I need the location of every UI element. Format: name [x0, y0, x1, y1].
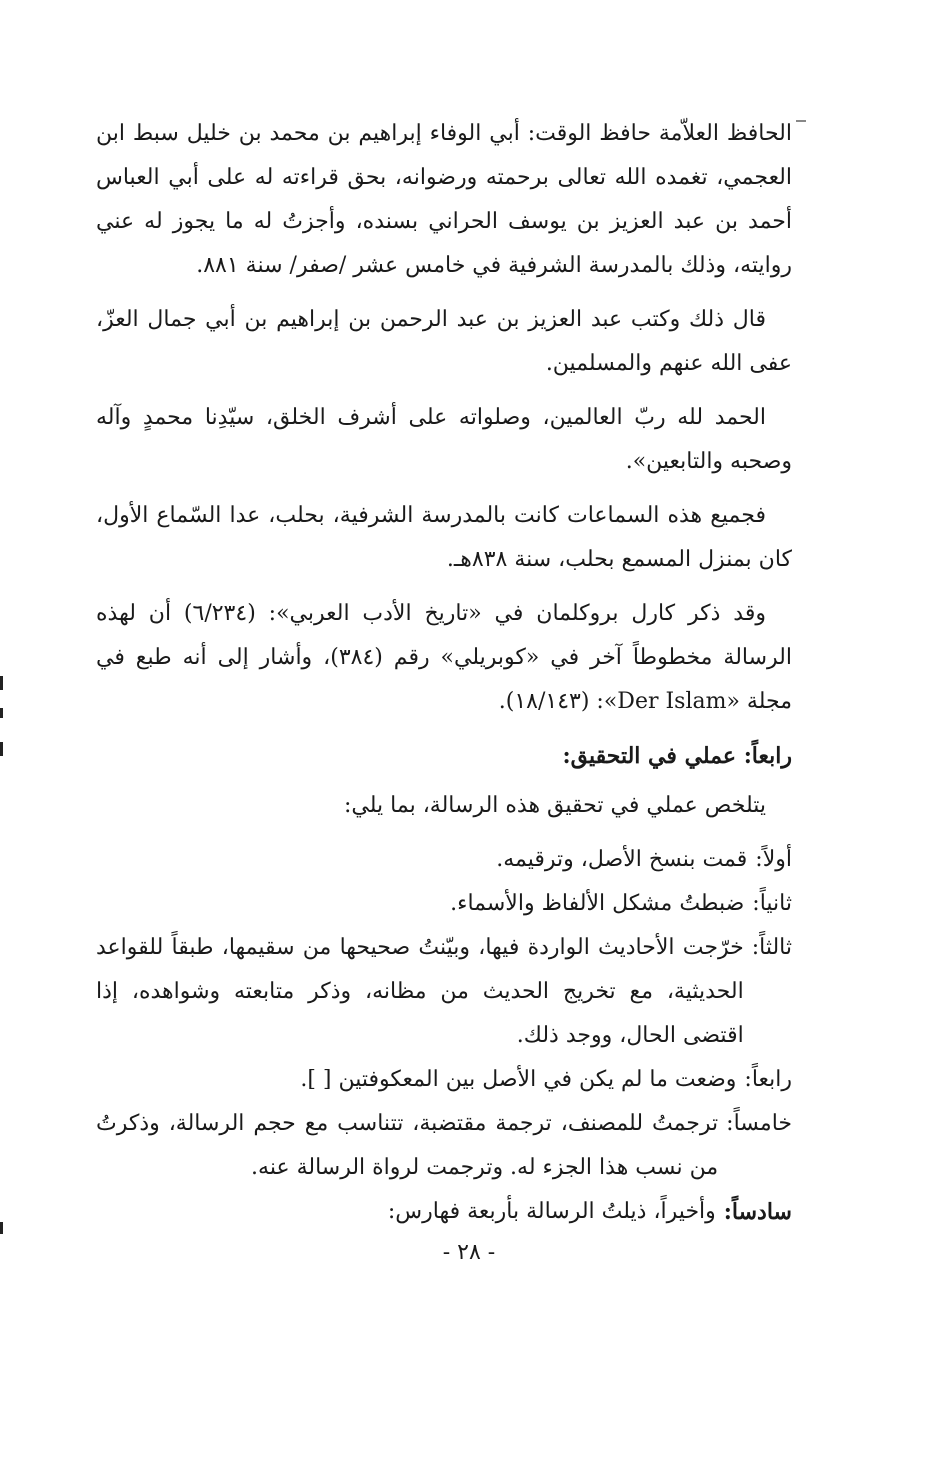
journal-name: «Der Islam» — [603, 689, 740, 714]
list-item-text: ترجمتُ للمصنف، ترجمة مقتضبة، تتناسب مع حجم الرسالة، وذكرتُ من نسب هذا الجزء له. وترجمت لرواة الرسالة عنه. — [96, 1111, 719, 1180]
list-item — [96, 1190, 792, 1234]
page-body — [96, 112, 792, 1234]
list-item — [96, 1102, 792, 1190]
list-item-text: قمت بنسخ الأصل، وترقيمه. — [496, 847, 748, 872]
list-item-text: وضعت ما لم يكن في الأصل بين المعكوفتين [ ]. — [300, 1067, 737, 1092]
section-heading: رابعاً: عملي في التحقيق: — [562, 743, 792, 769]
paragraph-doxology: الحمد لله ربّ العالمين، وصلواته على أشرف الخلق، سيّدِنا محمدٍ وآله وصحبه والتابعين». — [96, 405, 792, 474]
paragraph-author-signature: قال ذلك وكتب عبد العزيز بن عبد الرحمن بن إبراهيم بن أبي جمال العزّ، عفى الله عنهم والمسلمين. — [96, 307, 792, 376]
paragraph-sessions-location: فجميع هذه السماعات كانت بالمدرسة الشرفية، بحلب، عدا السّماع الأول، كان بمنزل المسمع بحلب، سنة ٨٣٨هـ. — [96, 503, 792, 572]
list-item-text: وأخيراً، ذيلتُ الرسالة بأربعة فهارس: — [387, 1199, 716, 1224]
list-item-label: ثالثاً: — [751, 935, 792, 960]
list-item-text: خرّجت الأحاديث الواردة فيها، وبيّنتُ صحيحها من سقيمها، طبقاً للقواعد الحديثية، مع تخريج الحديث من مظانه، وذكر متابعته وشواهده، إذا اقتضى الحال، ووجد ذلك. — [96, 935, 744, 1048]
list-item-label: رابعاً: — [744, 1067, 792, 1092]
page-number: - ٢٨ - — [442, 1240, 496, 1265]
reference-text-before: وقد ذكر كارل بروكلمان في «تاريخ الأدب العربي»: (٦/٢٣٤) أن لهذه الرسالة مخطوطاً آخر في «كوبريلي» رقم (٣٨٤)، وأشار إلى أنه طبع في مجلة — [96, 601, 792, 714]
scan-edge-mark — [0, 708, 3, 718]
list-item-label: سادساً: — [723, 1199, 792, 1225]
work-steps-list — [96, 838, 792, 1234]
scan-edge-mark — [0, 742, 3, 756]
list-item-label: ثانياً: — [752, 891, 792, 916]
list-item-label: خامساً: — [726, 1111, 792, 1136]
reference-text-after: : (١٨/١٤٣). — [498, 689, 604, 714]
paragraph-chain-of-narration: الحافظ العلاّمة حافظ الوقت: أبي الوفاء إبراهيم بن محمد بن خليل سبط ابن العجمي، تغمده الله تعالى برحمته ورضوانه، بحق قراءته له على أبي العباس أحمد بن عبد العزيز بن يوسف الحراني بسنده، وأجزتُ له ما يجوز له عني روايته، وذلك بالمدرسة الشرفية في خامس عشر /صفر/ سنة ٨٨١. — [96, 121, 792, 278]
list-item-label: أولاً: — [755, 847, 792, 872]
scan-edge-mark — [0, 1222, 3, 1234]
list-item — [96, 926, 792, 1058]
list-item — [96, 882, 792, 926]
list-item — [96, 1058, 792, 1102]
list-item — [96, 838, 792, 882]
section-intro: يتلخص عملي في تحقيق هذه الرسالة، بما يلي: — [344, 793, 766, 818]
list-item-text: ضبطتُ مشكل الألفاظ والأسماء. — [450, 891, 745, 916]
paragraph-brockelmann-reference — [96, 592, 792, 724]
scan-edge-mark — [0, 676, 3, 690]
scan-mark — [796, 120, 806, 122]
